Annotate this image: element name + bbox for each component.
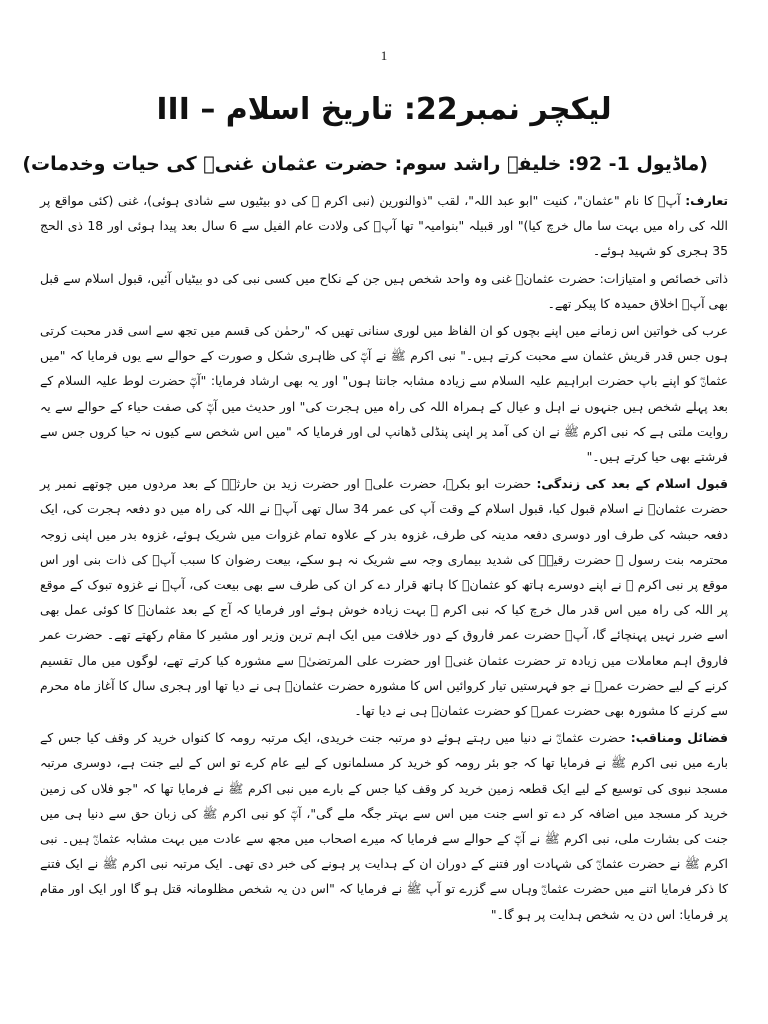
paragraph-text: حضرت عثمانؓ نے دنیا میں رہتے ہوئے دو مرتبہ جنت خریدی، ایک مرتبہ رومہ کا کنواں خرید کر وقف کیا جس کے بارے میں نبی اکرم ﷺ نے فرمایا تھا کہ جو بئر رومہ کو خرید کر مسلمانوں کے لیے عام کرے تو اس کے لیے جنت ہے، دوسری مرتبہ مسجد نبوی کی توسیع کے لیے ایک قطعہ زمین خرید کر وقف کیا جس کے بارے میں نبی اکرم ﷺ نے فرمایا تھا کہ "جو فلاں کی زمین خرید کر مسجد میں اضافہ کر دے تو اسے جنت میں اس سے بہتر جگہ ملے گی"، آپؓ کو نبی اکرم ﷺ کی زبان حق سے دنیا ہی میں جنت کی بشارت ملی، نبی اکرم ﷺ نے آپؓ کے حوالے سے فرمایا کہ میرے اصحاب میں مجھ سے عادت میں بہت مشابہ عثمانؓ ہیں۔ نبی اکرم ﷺ نے حضرت عثمانؓ کی شہادت اور فتنے کے دوران ان کے ہدایت پر ہونے کی خبر دی تھی۔ ایک مرتبہ نبی اکرم ﷺ نے ایک فتنے کا ذکر فرمایا اتنے میں حضرت عثمانؓ وہاں سے گزرے تو آپ ﷺ نے فرمایا کہ "اس دن یہ شخص مظلومانہ قتل ہو گا اور ایک اور مقام پر فرمایا: اس دن یہ شخص ہدایت پر ہو گا۔" [40,730,728,922]
paragraph-personal-traits [40,266,728,316]
paragraph-introduction [40,188,728,264]
document-body [40,188,728,929]
lecture-title: لیکچر نمبر22: تاریخ اسلام – III [156,92,612,127]
paragraph-text: حضرت ابو بکرؓ، حضرت علیؓ اور حضرت زید بن حارثہؓ کے بعد مردوں میں چوتھے نمبر پر حضرت عثمانؓ نے اسلام قبول کیا، قبول اسلام کے وقت آپ کی عمر 34 سال تھی آپؓ نے اللہ کی راہ میں دو دفعہ ہجرت کی، ایک دفعہ حبشہ کی طرف اور دوسری دفعہ مدینہ کی طرف، غزوہ بدر کے علاوہ تمام غزوات میں شریک ہوئے، غزوہ بدر میں اپنی زوجہ محترمہ بنت رسول ﷺ حضرت رقیہؓ کی شدید بیماری وجہ سے شریک نہ ہو سکے، بیعت رضوان کا سبب آپؓ کی ذات بنی اور اس موقع پر نبی اکرم ﷺ نے اپنے دوسرے ہاتھ کو عثمانؓ کا ہاتھ قرار دے کر ان کی طرف سے بھی بیعت کی، آپؓ نے غزوہ تبوک کے موقع پر اللہ کی راہ میں اس قدر مال خرچ کیا کہ نبی اکرم ﷺ بہت زیادہ خوش ہوئے اور فرمایا کہ آج کے بعد عثمانؓ کا کوئی عمل بھی اسے ضرر نہیں پہنچائے گا، آپؓ حضرت عمر فاروق کے دور خلافت میں ایک اہم ترین وزیر اور مشیر کا مقام رکھتے تھے۔ حضرت عمر فاروق اہم معاملات میں زیادہ تر حضرت عثمان غنیؓ اور حضرت علی المرتضیٰؓ سے مشورہ کیا کرتے تھے، لوگوں میں مال تقسیم کرنے کے لیے حضرت عمرؓ نے جو فہرستیں تیار کروائیں اس کا مشورہ حضرت عثمانؓ ہی نے دیا تھا اور ہجری سال کا آغاز ماہ محرم سے کرنے کا مشورہ بھی حضرت عمرؓ کو حضرت عثمانؓ ہی نے دیا تھا۔ [40,476,728,719]
heading-introduction: تعارف: [685,193,728,208]
paragraph-affection-hadith [40,318,728,469]
heading-virtues: فضائل ومناقب: [630,730,728,746]
paragraph-text: ذاتی خصائص و امتیازات: حضرت عثمانؓ غنی وہ واحد شخص ہیں جن کے نکاح میں کسی نبی کی دو بیٹیاں آئیں، قبول اسلام سے قبل بھی آپؓ اخلاق حمیدہ کا پیکر تھے۔ [40,270,728,311]
paragraph-text: عرب کی خواتین اس زمانے میں اپنے بچوں کو ان الفاظ میں لوری سنانی تھیں کہ "رحمٰن کی قسم میں تجھ سے اسی قدر محبت کرتی ہوں جس قدر قریش عثمان سے محبت کرتے ہیں۔" نبی اکرم ﷺ نے آپؓ کی ظاہری شکل و صورت کے حوالے سے یوں فرمایا کہ "میں عثمانؓ کو اپنے باپ حضرت ابراہیم علیہ السلام سے زیادہ مشابہ جانتا ہوں" اور یہ بھی ارشاد فرمایا: "آپؓ حضرت لوط علیہ السلام کے بعد پہلے شخص ہیں جنہوں نے اہل و عیال کے ہمراہ اللہ کی راہ میں ہجرت کی" اور حدیث میں آپؓ کی صفت حیاء کے حوالے سے یہ روایت ملتی ہے کہ نبی اکرم ﷺ نے ان کی آمد پر اپنی پنڈلی ڈھانپ لی اور فرمایا کہ "میں اس شخص سے کیوں نہ حیا کروں جس سے فرشتے بھی حیا کرتے ہیں۔" [40,323,728,465]
paragraph-life-after-islam [40,471,728,723]
module-subtitle: (ماڈیول 1- 92: خلیفۂ راشد سوم: حضرت عثمان غنیؓ کی حیات وخدمات) [22,153,708,175]
paragraph-text: آپؓ کا نام "عثمان"، کنیت "ابو عبد اللہ"، لقب "ذوالنورین (نبی اکرم ﷺ کی دو بیٹیوں سے شادی ہوئی)، غنی (کئی مواقع پر اللہ کی راہ میں بہت سا مال خرچ کیا)" اور قبیلہ "بنوامیہ" تھا آپؓ کی ولادت عام الفیل سے 6 سال بعد پیدا ہوئی اور 18 ذی الحج 35 ہجری کو شہید ہوئے۔ [40,193,728,259]
page-number: 1 [380,48,388,63]
heading-life-after-islam: قبول اسلام کے بعد کی زندگی: [536,476,728,492]
paragraph-virtues [40,725,728,927]
